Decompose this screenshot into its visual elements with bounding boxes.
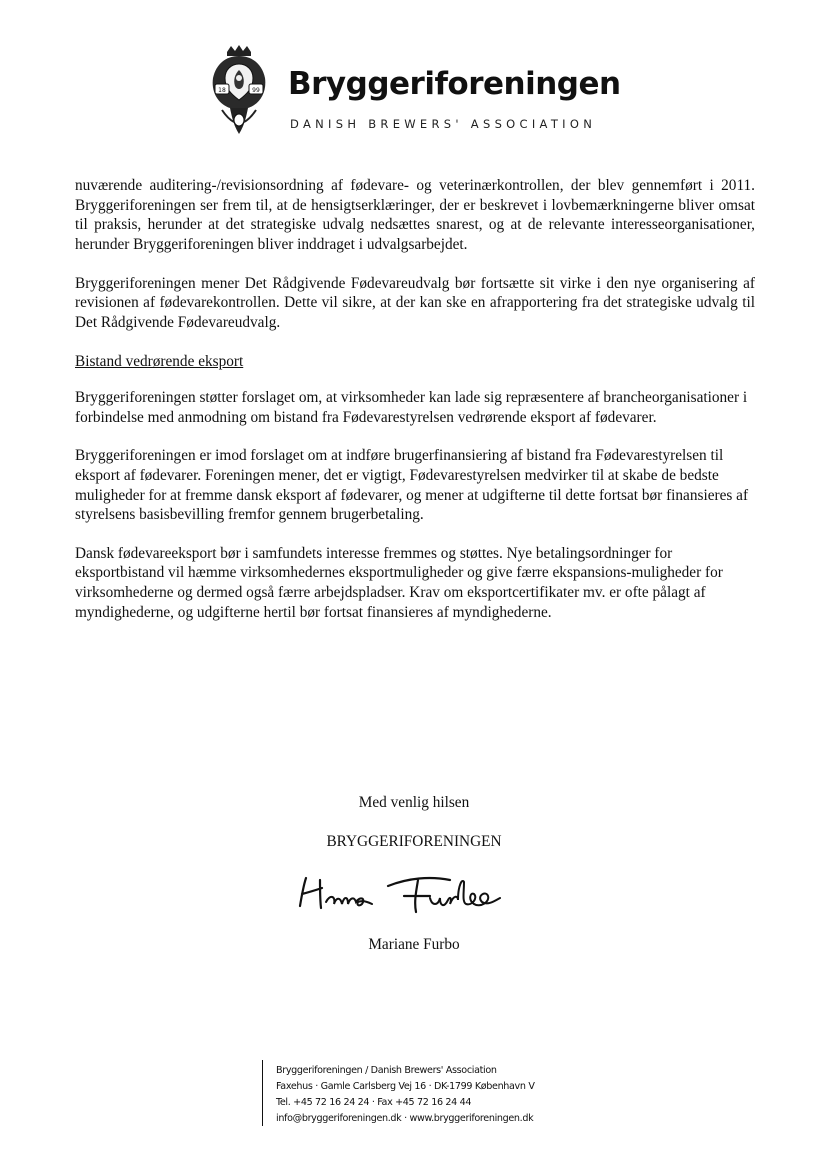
letter-body — [75, 176, 755, 641]
association-emblem-logo — [208, 44, 270, 140]
signer-name: Mariane Furbo — [368, 936, 460, 953]
brand-name: Bryggeriforeningen — [288, 66, 621, 102]
body-paragraph: Bryggeriforeningen er imod forslaget om at indføre brugerfinansiering af bistand fra Fødevarestyrelsen til eksport af fødevarer. Foreningen mener, det er vigtigt, Fødevarestyrelsen medvirker til at skabe de bedste muligheder for at fremme dansk eksport af fødevarer, og mener at udgifterne til dette fortsat bør finansieres af styrelsens basisbevilling fremfor gennem brugerbetaling. — [75, 447, 749, 524]
emblem-year-right: 99 — [252, 87, 260, 94]
closing-organization: BRYGGERIFORENINGEN — [326, 833, 502, 850]
footer-phone-fax: Tel. +45 72 16 24 24 · Fax +45 72 16 24 44 — [276, 1097, 472, 1108]
body-paragraph: Dansk fødevareeksport bør i samfundets interesse fremmes og støttes. Nye betalingsordninger for eksportbistand vil hæmme virksomhedernes eksportmuligheder og give færre ekspansions-muligheder for virksomhederne og dermed også færre arbejdspladser. Krav om eksportcertifikater mv. er ofte pålagt af myndighederne, og udgifterne hertil bør fortsat finansieres af myndighederne. — [75, 544, 723, 621]
emblem-year-left: 18 — [218, 87, 226, 94]
footer-contact — [276, 1063, 535, 1127]
handwritten-signature — [290, 868, 520, 922]
section-heading: Bistand vedrørende eksport — [75, 353, 244, 371]
closing-greeting: Med venlig hilsen — [358, 794, 470, 811]
brand-subtitle: DANISH BREWERS' ASSOCIATION — [290, 117, 597, 131]
body-paragraph: nuværende auditering-/revisionsordning af fødevare- og veterinærkontrollen, der blev gennemført i 2011. Bryggeriforeningen ser frem til, at de hensigtserklæringer, der er beskrevet i lovbemærkningerne bliver omsat til praksis, herunder at det strategiske udvalg nedsættes snarest, og at de relevante interesseorganisationer, herunder Bryggeriforeningen bliver inddraget i udvalgsarbejdet. — [75, 177, 755, 253]
body-paragraph: Bryggeriforeningen mener Det Rådgivende Fødevareudvalg bør fortsætte sit virke i den nye organisering af revisionen af fødevarekontrollen. Dette vil sikre, at der kan ske en afrapportering fra det strategiske udvalg til Det Rådgivende Fødevareudvalg. — [75, 274, 755, 331]
footer-address: Faxehus · Gamle Carlsberg Vej 16 · DK-1799 København V — [276, 1081, 535, 1092]
footer-divider — [262, 1060, 263, 1126]
footer-organization: Bryggeriforeningen / Danish Brewers' Association — [276, 1065, 497, 1076]
body-paragraph: Bryggeriforeningen støtter forslaget om, at virksomheder kan lade sig repræsentere af brancheorganisationer i forbindelse med anmodning om bistand fra Fødevarestyrelsen vedrørende eksport af fødevarer. — [75, 388, 748, 426]
footer-email-web: info@bryggeriforeningen.dk · www.bryggeriforeningen.dk — [276, 1113, 534, 1124]
